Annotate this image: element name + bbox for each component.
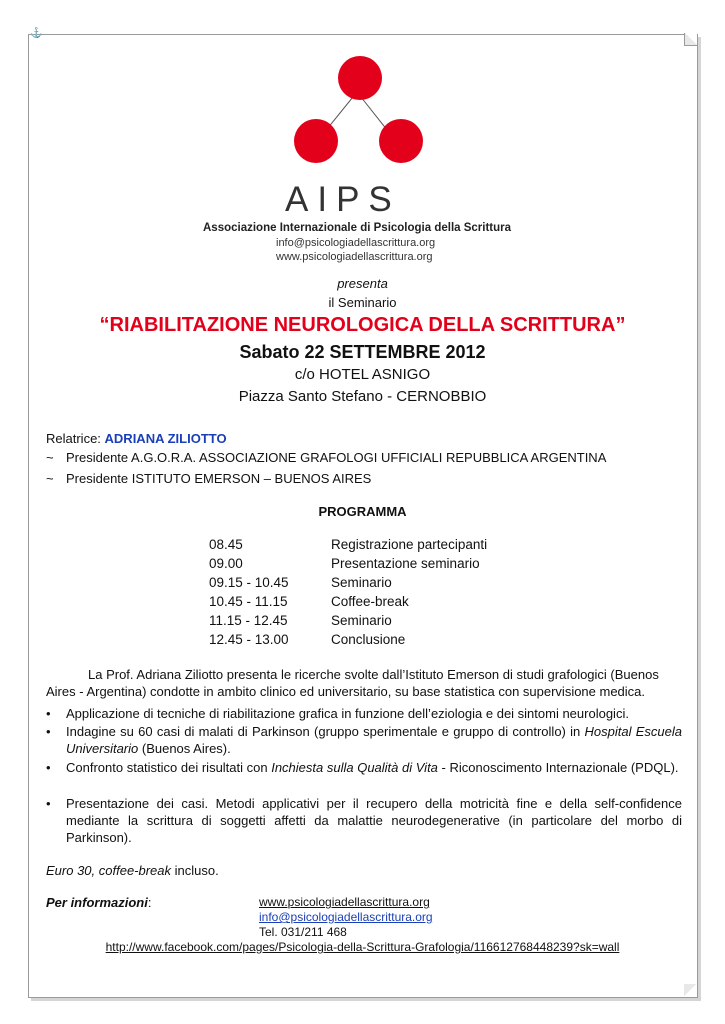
speaker-title-text: Presidente A.G.O.R.A. ASSOCIAZIONE GRAFOLOGI UFFICIALI REPUBBLICA ARGENTINA (66, 450, 607, 465)
email-link[interactable]: info@psicologiadellascrittura.org (259, 910, 433, 924)
org-name: Associazione Internazionale di Psicologia della Scrittura (203, 222, 512, 234)
intro-paragraph: La Prof. Adriana Ziliotto presenta le ricerche svolte dall’Istituto Emerson di studi grafologici (Buenos Aires - Argentina) condotte in ambito clinico ed universitario, su base statistica con supervisione medica. (46, 667, 659, 699)
org-website: www.psicologiadellascrittura.org (276, 251, 433, 263)
logo-circle-left (294, 119, 338, 163)
schedule-time: 09.15 - 10.45 (209, 575, 289, 590)
bullet-item (46, 723, 682, 757)
bullet-text: Presentazione dei casi. Metodi applicativi per il recupero della motricità fine e della self-confidence mediante la scrittura di soggetti affetti da malattie neurodegenerative (in particolare del morbo di Parkinson). (66, 796, 682, 845)
tilde-mark: ~ (46, 450, 54, 465)
bullet-item (46, 705, 682, 722)
page-fold-bottom (684, 984, 696, 996)
price-rest: incluso. (171, 863, 219, 878)
bullet-icon: • (46, 796, 51, 811)
schedule-time: 10.45 - 11.15 (209, 594, 288, 609)
website-link[interactable]: www.psicologiadellascrittura.org (259, 895, 430, 909)
schedule-event: Conclusione (331, 632, 406, 647)
schedule-event: Coffee-break (331, 594, 409, 609)
facebook-link[interactable]: http://www.facebook.com/pages/Psicologia-della-Scrittura-Grafologia/116612768448239?sk=wall (105, 940, 620, 954)
schedule-time: 09.00 (209, 556, 243, 571)
phone-number: Tel. 031/211 468 (259, 925, 347, 939)
bullet-icon: • (46, 760, 51, 775)
anchor-icon: ⚓ (30, 28, 43, 39)
info-label: Per informazioni: (46, 895, 152, 910)
seminar-title: “RIABILITAZIONE NEUROLOGICA DELLA SCRITTURA” (99, 314, 626, 336)
schedule-time: 11.15 - 12.45 (209, 613, 288, 628)
schedule-event: Registrazione partecipanti (331, 537, 488, 552)
bullet-item (46, 795, 682, 846)
schedule-event: Presentazione seminario (331, 556, 480, 571)
aips-logo-icon (285, 50, 430, 195)
il-seminario-text: il Seminario (328, 295, 397, 310)
speaker-title-1 (46, 450, 606, 465)
org-email: info@psicologiadellascrittura.org (276, 237, 436, 249)
price-line (46, 863, 219, 878)
bullet-icon: • (46, 724, 51, 739)
seminar-address: Piazza Santo Stefano - CERNOBBIO (238, 388, 487, 405)
logo-circle-right (379, 119, 423, 163)
presenta-text: presenta (337, 276, 388, 291)
page-fold-top (684, 33, 697, 46)
schedule-time: 08.45 (209, 537, 243, 552)
bullet-item (46, 759, 682, 776)
bullet-text: Confronto statistico dei risultati con Inchiesta sulla Qualità di Vita - Riconoscimento Internazionale (PDQL). (66, 760, 679, 775)
bullet-text: Indagine su 60 casi di malati di Parkinson (gruppo sperimentale e gruppo di controllo) in Hospital Escuela Universitario (Buenos Aires). (66, 724, 683, 756)
bullet-text: Applicazione di tecniche di riabilitazione grafica in funzione dell’eziologia e dei sintomi neurologici. (66, 706, 629, 721)
logo-acronym: AIPS (285, 180, 401, 219)
speaker-line (46, 431, 227, 446)
logo-circle-top (338, 56, 382, 100)
speaker-label: Relatrice: (46, 431, 105, 446)
schedule-event: Seminario (331, 575, 392, 590)
seminar-venue: c/o HOTEL ASNIGO (294, 366, 431, 383)
speaker-title-2 (46, 471, 371, 486)
seminar-date: Sabato 22 SETTEMBRE 2012 (239, 342, 486, 362)
tilde-mark: ~ (46, 471, 54, 486)
schedule-time: 12.45 - 13.00 (209, 632, 289, 647)
schedule-event: Seminario (331, 613, 392, 628)
programma-heading: PROGRAMMA (318, 504, 407, 519)
bullet-icon: • (46, 706, 51, 721)
speaker-title-text: Presidente ISTITUTO EMERSON – BUENOS AIRES (66, 471, 372, 486)
price-italic: Euro 30, coffee-break (46, 863, 172, 878)
speaker-name: ADRIANA ZILIOTTO (104, 431, 227, 446)
